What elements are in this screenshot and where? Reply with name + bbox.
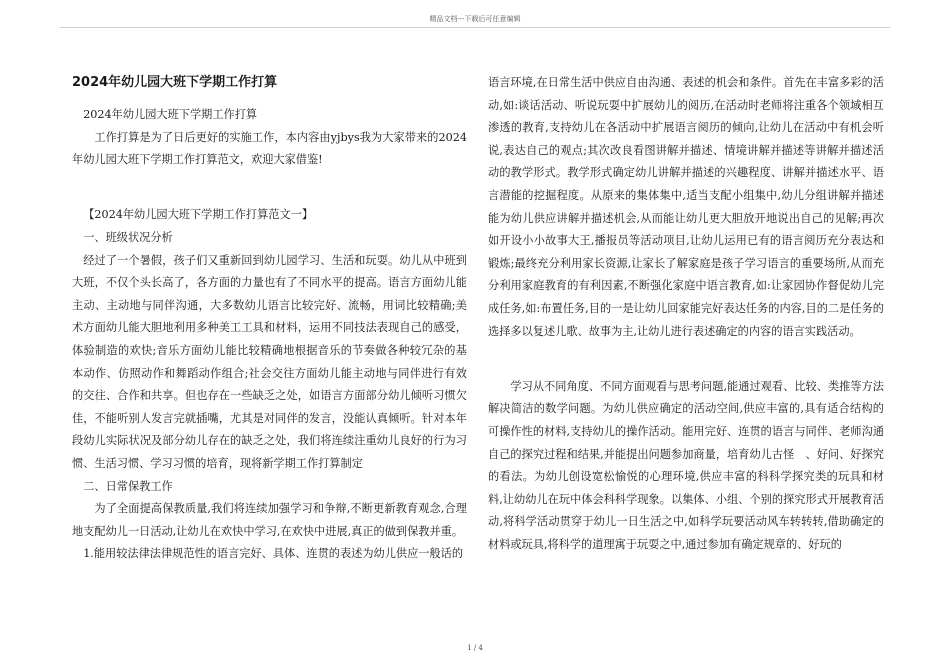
spacer xyxy=(488,366,884,376)
document-title: 2024年幼儿园大班下学期工作打算 xyxy=(72,75,278,90)
section-heading-class-status: 一、班级状况分析 xyxy=(83,230,173,244)
header-divider xyxy=(60,27,890,28)
spacer xyxy=(72,194,467,204)
body-paragraph: 学习从不同角度、不同方面观看与思考问题,能通过观看、比较、类推等方法解决简洁的数学问题。为幼儿供应确定的活动空间,供应丰富的,具有适合结构的可操作性的材料,支持幼儿的操作活动。能用完好、连贯的语言与同伴、老师沟通自己的探究过程和结果,并能提出问题参加商量，培育幼儿古怪 、好问、好探究的看法。为幼儿创设宽松愉悦的心理环境,供应丰富的科科学探究类的玩具和材料,让幼幼儿在玩中体会科科学现象。以集体、小组、个别的探究形式开展教育活动,将科学活动贯穿于幼儿一日生活之中,如科学玩要活动风车转转转,借助确定的材料或玩具,将科学的道理寓于玩耍之中,通过参加有确定规章的、好玩的 xyxy=(488,379,884,551)
spacer xyxy=(488,343,884,366)
body-paragraph: 1.能用较法律法律规范性的语言完好、具体、连贯的表述为幼儿供应一般话的 xyxy=(83,547,464,561)
left-column xyxy=(72,72,467,566)
spacer xyxy=(72,94,467,104)
section-heading-sample-one: 【2024年幼儿园大班下学期工作打算范文一】 xyxy=(83,208,314,222)
section-heading-daily-care: 二、日常保教工作 xyxy=(83,479,173,493)
intro-paragraph: 工作打算是为了日后更好的实施工作，本内容由yjbys我为大家带来的2024年幼儿园大班下学期工作打算范文，欢迎大家借鉴! xyxy=(72,130,467,167)
spacer xyxy=(72,172,467,195)
body-paragraph: 语言环境,在日常生活中供应自由沟通、表述的机会和条件。首先在丰富多彩的活动,如:谈话活动、听说玩耍中扩展幼儿的阅历,在活动时老师将注重各个领域相互渗透的教育,支持幼儿在各活动中扩展语言阅历的倾向,让幼儿在活动中有机会听说,表达自己的观点;其次改良看图讲解并描述、情境讲解并描述等讲解并描述活动的教学形式。教学形式确定幼儿讲解并描述的兴趣程度、讲解并描述水平、语言潜能的挖掘程度。从原来的集体集中,适当支配小组集中,幼儿分组讲解并描述能为幼儿供应讲解并描述机会,从而能让幼儿更大胆放开地说出自己的见解;再次如开设小小故事大王,播报员等活动项目,让幼儿运用已有的语言阅历充分表达和锻炼;最终充分利用家长资源,让家长了解家庭是孩子学习语言的重要场所,从而充分利用家庭教育的有利因素,不断强化家庭中语言教育,如:让家园协作督促幼儿完成任务,如:布置任务,目的一是让幼儿回家能完好表达任务的内容,目的二是任务的选择多以复述儿歌、故事为主,让幼儿进行表述确定的内容的语言实践活动。 xyxy=(488,76,884,338)
body-paragraph: 为了全面提高保教质量,我们将连续加强学习和争辩,不断更新教育观念,合理地支配幼儿一日活动,让幼儿在欢快中学习,在欢快中进展,真正的做到保教并重。 xyxy=(72,502,467,538)
body-paragraph: 经过了一个暑假，孩子们又重新回到幼儿园学习、生活和玩耍。幼儿从中班到大班，不仅个头长高了，各方面的力量也有了不同水平的提高。语言方面幼儿能主动、主动地与同伴沟通，大多数幼儿语言比较完好、流畅，用词比较精确;美术方面幼儿能大胆地利用多种美工工具和材料，运用不同技法表现自己的感受，体验制造的欢快;音乐方面幼儿能比较精确地根据音乐的节奏做各种较冗杂的基本动作、仿照动作和舞蹈动作组合;社会交往方面幼儿能主动地与同伴进行有效的交往、合作和共享。但也存在一些缺乏之处，如语言方面部分幼儿倾听习惯欠佳，不能听别人发言完就插嘴，尤其是对同伴的发言，没能认真倾听。针对本年段幼儿实际状况及部分幼儿存在的缺乏之处，我们将连续注重幼儿良好的行为习惯、生活习惯、学习习惯的培育，现将新学期工作打算制定 xyxy=(72,253,467,470)
header-note: 精品文档---下载后可任意编辑 xyxy=(429,15,521,23)
subtitle-paragraph: 2024年幼儿园大班下学期工作打算 xyxy=(83,108,258,121)
right-column xyxy=(488,72,884,556)
page-number: 1 / 4 xyxy=(467,644,483,652)
